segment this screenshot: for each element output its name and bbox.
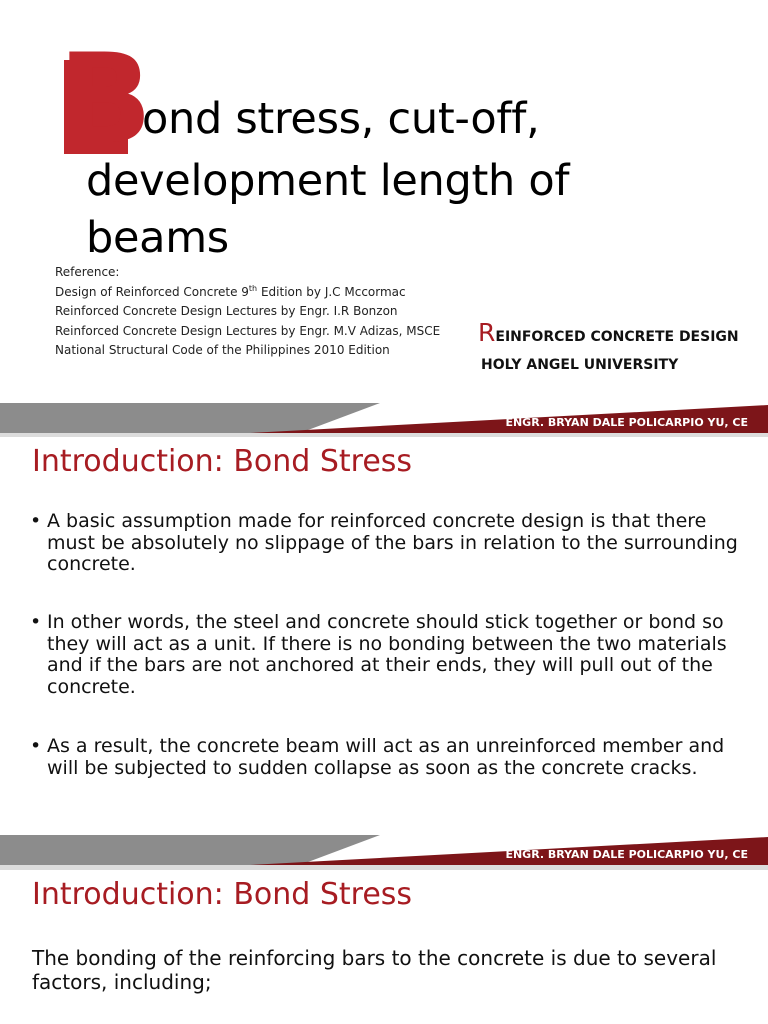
- course-title: REINFORCED CONCRETE DESIGN: [478, 318, 739, 347]
- reference-item: National Structural Code of the Philippines 2010 Edition: [55, 343, 390, 357]
- bullet-item: • As a result, the concrete beam will act as an unreinforced member and will be subjected to sudden collapse as soon as the concrete cracks.: [30, 735, 725, 779]
- slide-paragraph: The bonding of the reinforcing bars to the concrete is due to several factors, including;: [32, 946, 717, 994]
- reference-heading: Reference:: [55, 265, 120, 279]
- bullet-marker: •: [30, 735, 42, 757]
- title-initial: B: [58, 28, 153, 172]
- footer-bar: [0, 835, 768, 865]
- slide-title: Introduction: Bond Stress: [32, 444, 413, 479]
- author-credit: ENGR. BRYAN DALE POLICARPIO YU, CE: [505, 416, 748, 429]
- reference-item: Reinforced Concrete Design Lectures by Engr. M.V Adizas, MSCE: [55, 323, 441, 338]
- bullet-marker: •: [30, 611, 42, 633]
- reference-item: Design of Reinforced Concrete 9th Edition by J.C Mccormac: [55, 283, 406, 299]
- content-slide: [0, 870, 768, 1024]
- slide-title: Introduction: Bond Stress: [32, 877, 413, 912]
- bullet-marker: •: [30, 510, 42, 532]
- footer-bar: [0, 403, 768, 433]
- content-slide: [0, 437, 768, 865]
- bullet-item: • In other words, the steel and concrete should stick together or bond so they will act as a unit. If there is no bonding between the two materials and if the bars are not anchored at their ends, they will pull out of the concrete.: [30, 611, 727, 698]
- bullet-item: • A basic assumption made for reinforced concrete design is that there must be absolutely no slippage of the bars in relation to the surrounding concrete.: [30, 510, 738, 575]
- university-name: HOLY ANGEL UNIVERSITY: [481, 357, 679, 373]
- title-line-3: beams: [86, 213, 229, 263]
- title-line-2: development length of: [86, 156, 570, 206]
- reference-item: Reinforced Concrete Design Lectures by Engr. I.R Bonzon: [55, 304, 398, 318]
- title-line-1: ond stress, cut-off,: [142, 94, 540, 144]
- author-credit: ENGR. BRYAN DALE POLICARPIO YU, CE: [505, 848, 748, 861]
- title-slide: [0, 0, 768, 433]
- reference-list: [55, 263, 440, 361]
